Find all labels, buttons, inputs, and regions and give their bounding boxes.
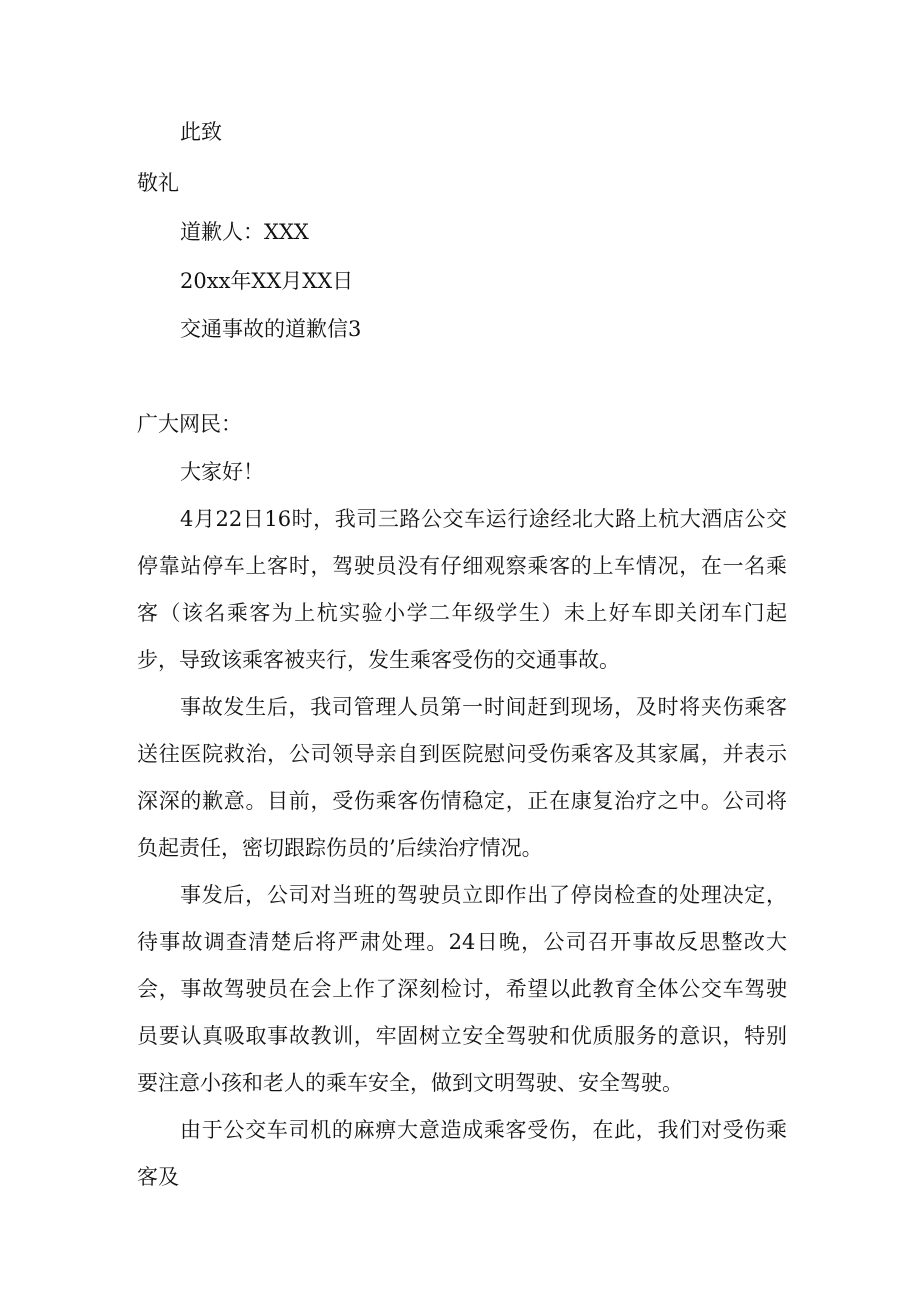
paragraph-4: 由于公交车司机的麻痹大意造成乘客受伤，在此，我们对受伤乘客及 bbox=[137, 1118, 787, 1189]
paragraph-1: 4月22日16时，我司三路公交车运行途经北大路上杭大酒店公交停靠站停车上客时，驾驶员没有仔细观察乘客的上车情况，在一名乘客（该名乘客为上杭实验小学二年级学生）未上好车即关闭车门起步，导致该乘客被夹行，发生乘客受伤的交通事故。 bbox=[137, 507, 787, 672]
paragraph-3: 事发后，公司对当班的驾驶员立即作出了停岗检查的处理决定，待事故调查清楚后将严肃处理。24日晚，公司召开事故反思整改大会，事故驾驶员在会上作了深刻检讨，希望以此教育全体公交车驾驶员要认真吸取事故教训，牢固树立安全驾驶和优质服务的意识，特别要注意小孩和老人的乘车安全，做到文明驾驶、安全驾驶。 bbox=[137, 883, 787, 1095]
section-title: 交通事故的道歉信3 bbox=[180, 317, 362, 341]
apologizer-line: 道歉人：XXX bbox=[180, 220, 309, 244]
closing-jing-li: 敬礼 bbox=[137, 171, 179, 195]
salutation: 广大网民： bbox=[137, 412, 242, 436]
date-line: 20xx年XX月XX日 bbox=[180, 269, 354, 293]
greeting: 大家好！ bbox=[180, 460, 264, 484]
paragraph-2: 事故发生后，我司管理人员第一时间赶到现场，及时将夹伤乘客送往医院救治，公司领导亲自到医院慰问受伤乘客及其家属，并表示深深的歉意。目前，受伤乘客伤情稳定，正在康复治疗之中。公司将负起责任，密切跟踪伤员的’后续治疗情况。 bbox=[137, 695, 787, 860]
closing-ci-zhi: 此致 bbox=[180, 120, 222, 144]
